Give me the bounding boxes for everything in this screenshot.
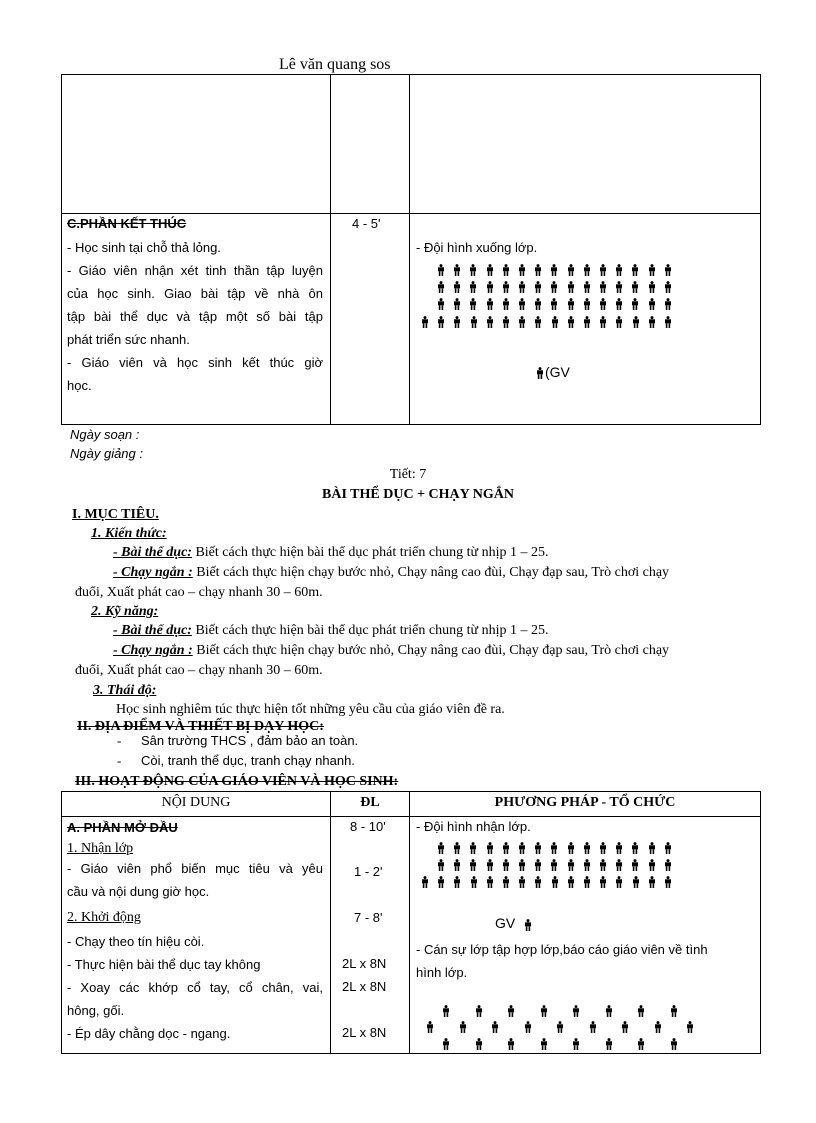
student-figure-icon bbox=[524, 1021, 532, 1033]
dl-value: 2L x 8N bbox=[342, 956, 387, 971]
student-figure-icon bbox=[605, 1038, 613, 1050]
student-figure-icon bbox=[599, 281, 607, 293]
student-figure-icon bbox=[637, 1038, 645, 1050]
method-line: hình lớp. bbox=[416, 965, 468, 980]
student-figure-icon bbox=[615, 859, 623, 871]
student-figure-icon bbox=[518, 281, 526, 293]
sub2-title: 2. Khởi động bbox=[67, 910, 141, 925]
student-figure-icon bbox=[583, 842, 591, 854]
student-figure-icon bbox=[550, 281, 558, 293]
student-figure-icon bbox=[437, 264, 445, 276]
item-text: Biết cách thực hiện bài thể dục phát triển chung từ nhịp 1 – 25. bbox=[191, 545, 549, 560]
student-figure-icon bbox=[518, 859, 526, 871]
student-figure-icon bbox=[615, 316, 623, 328]
student-figure-icon bbox=[551, 316, 559, 328]
student-figure-icon bbox=[453, 842, 461, 854]
knowledge-item-2 bbox=[113, 565, 669, 581]
student-figure-icon bbox=[631, 264, 639, 276]
objectives-heading: I. MỤC TIÊU. bbox=[72, 507, 159, 522]
content-line: cầu và nội dung giờ học. bbox=[67, 884, 210, 899]
student-figure-icon bbox=[453, 859, 461, 871]
student-figure-icon bbox=[621, 1021, 629, 1033]
section-c-content bbox=[67, 236, 323, 397]
student-figure-icon bbox=[442, 1005, 450, 1017]
sub1-time: 1 - 2' bbox=[354, 864, 383, 879]
gv-label: (GV bbox=[545, 364, 570, 380]
student-figure-icon bbox=[469, 264, 477, 276]
student-figure-icon bbox=[567, 859, 575, 871]
student-figure-icon bbox=[567, 264, 575, 276]
bullet: - bbox=[117, 753, 122, 768]
student-figure-icon bbox=[664, 316, 672, 328]
student-figure-icon bbox=[631, 842, 639, 854]
lesson-number: Tiết: 7 bbox=[389, 467, 427, 482]
student-figure-icon bbox=[664, 298, 672, 310]
teacher-figure-icon bbox=[524, 919, 532, 931]
student-figure-icon bbox=[632, 876, 640, 888]
student-figure-icon bbox=[518, 264, 526, 276]
formation-dismiss-label: - Đội hình xuống lớp. bbox=[416, 240, 538, 255]
student-figure-icon bbox=[567, 876, 575, 888]
student-figure-icon bbox=[437, 281, 445, 293]
student-figure-icon bbox=[648, 316, 656, 328]
student-figure-icon bbox=[507, 1005, 515, 1017]
student-figure-icon bbox=[534, 316, 542, 328]
student-figure-icon bbox=[453, 281, 461, 293]
student-figure-icon bbox=[475, 1038, 483, 1050]
col-header-dl: ĐL bbox=[360, 795, 380, 810]
student-figure-icon bbox=[507, 1038, 515, 1050]
student-figure-icon bbox=[583, 876, 591, 888]
student-figure-icon bbox=[540, 1038, 548, 1050]
student-figure-icon bbox=[589, 1021, 597, 1033]
location-heading: II. ĐỊA ĐIỂM VÀ THIẾT BỊ DẠY HỌC: bbox=[77, 719, 324, 734]
student-figure-icon bbox=[631, 281, 639, 293]
student-figure-icon bbox=[583, 264, 591, 276]
section-a-time: 8 - 10' bbox=[350, 819, 386, 834]
student-figure-icon bbox=[518, 316, 526, 328]
activities-heading: III. HOẠT ĐỘNG CỦA GIÁO VIÊN VÀ HỌC SINH: bbox=[75, 774, 399, 789]
content-line: học. bbox=[67, 378, 92, 393]
student-figure-icon bbox=[556, 1021, 564, 1033]
student-figure-icon bbox=[502, 859, 510, 871]
student-figure-icon bbox=[486, 876, 494, 888]
dl-value: 2L x 8N bbox=[342, 979, 387, 994]
content-line: tập bài thể dục và tập một số bài tập bbox=[67, 309, 323, 324]
student-figure-icon bbox=[648, 298, 656, 310]
student-figure-icon bbox=[648, 859, 656, 871]
student-figure-icon bbox=[540, 1005, 548, 1017]
student-figure-icon bbox=[654, 1021, 662, 1033]
student-figure-icon bbox=[534, 298, 542, 310]
student-figure-icon bbox=[670, 1038, 678, 1050]
student-figure-icon bbox=[518, 298, 526, 310]
item-text: Biết cách thực hiện bài thể dục phát triển chung từ nhịp 1 – 25. bbox=[191, 623, 549, 638]
teacher-figure-icon bbox=[536, 367, 544, 379]
content-line: - Chạy theo tín hiệu còi. bbox=[67, 934, 205, 949]
student-figure-icon bbox=[426, 1021, 434, 1033]
student-figure-icon bbox=[469, 842, 477, 854]
student-figure-icon bbox=[599, 842, 607, 854]
method-report bbox=[416, 938, 756, 984]
date-taught: Ngày giảng : bbox=[70, 446, 143, 461]
student-figure-icon bbox=[567, 298, 575, 310]
student-figure-icon bbox=[453, 876, 461, 888]
attitude-heading: 3. Thái độ: bbox=[93, 683, 157, 698]
student-figure-icon bbox=[437, 842, 445, 854]
student-figure-icon bbox=[486, 298, 494, 310]
student-figure-icon bbox=[599, 876, 607, 888]
lesson-title: BÀI THỂ DỤC + CHẠY NGẮN bbox=[322, 487, 514, 502]
attitude-text: Học sinh nghiêm túc thực hiện tốt những yêu cầu của giáo viên đề ra. bbox=[116, 702, 505, 717]
student-figure-icon bbox=[583, 859, 591, 871]
student-figure-icon bbox=[664, 281, 672, 293]
knowledge-heading: 1. Kiến thức: bbox=[91, 526, 167, 541]
student-figure-icon bbox=[437, 876, 445, 888]
student-figure-icon bbox=[572, 1005, 580, 1017]
student-figure-icon bbox=[486, 281, 494, 293]
student-figure-icon bbox=[486, 316, 494, 328]
item-text: Biết cách thực hiện chạy bước nhỏ, Chạy nâng cao đùi, Chạy đạp sau, Trò chơi chạy bbox=[192, 565, 670, 580]
section-c-title: C.PHẦN KẾT THÚC bbox=[67, 216, 187, 231]
student-figure-icon bbox=[631, 298, 639, 310]
student-figure-icon bbox=[453, 316, 461, 328]
content-line: - Thực hiện bài thể dục tay không bbox=[67, 957, 261, 972]
student-figure-icon bbox=[491, 1021, 499, 1033]
section-a-title: A. PHẦN MỞ ĐẦU bbox=[67, 820, 178, 835]
dl-value: 2L x 8N bbox=[342, 1025, 387, 1040]
content-line: hông, gối. bbox=[67, 1003, 125, 1018]
student-figure-icon bbox=[599, 316, 607, 328]
student-figure-icon bbox=[648, 281, 656, 293]
student-figure-icon bbox=[469, 281, 477, 293]
student-figure-icon bbox=[502, 876, 510, 888]
content-line: - Giáo viên nhận xét tinh thần tập luyện bbox=[67, 263, 323, 278]
content-line: phát triển sức nhanh. bbox=[67, 332, 190, 347]
student-figure-icon bbox=[486, 859, 494, 871]
student-figure-icon bbox=[599, 859, 607, 871]
bullet: - bbox=[117, 733, 122, 748]
knowledge-item-1 bbox=[113, 545, 548, 561]
student-figure-icon bbox=[664, 842, 672, 854]
method-line: - Cán sự lớp tập hợp lớp,báo cáo giáo viên về tình bbox=[416, 942, 708, 957]
student-figure-icon bbox=[583, 281, 591, 293]
knowledge-item-2-cont: đuổi, Xuất phát cao – chạy nhanh 30 – 60m. bbox=[75, 585, 323, 600]
col-header-method: PHƯƠNG PHÁP - TỔ CHỨC bbox=[494, 795, 676, 810]
student-figure-icon bbox=[437, 859, 445, 871]
student-figure-icon bbox=[421, 876, 429, 888]
item-text: Biết cách thực hiện chạy bước nhỏ, Chạy nâng cao đùi, Chạy đạp sau, Trò chơi chạy bbox=[192, 643, 670, 658]
student-figure-icon bbox=[437, 316, 445, 328]
student-figure-icon bbox=[486, 842, 494, 854]
student-figure-icon bbox=[664, 264, 672, 276]
student-figure-icon bbox=[567, 842, 575, 854]
student-figure-icon bbox=[453, 264, 461, 276]
sub2-time: 7 - 8' bbox=[354, 910, 383, 925]
student-figure-icon bbox=[475, 1005, 483, 1017]
student-figure-icon bbox=[605, 1005, 613, 1017]
student-figure-icon bbox=[615, 842, 623, 854]
content-line: - Xoay các khớp cổ tay, cổ chân, vai, bbox=[67, 980, 323, 995]
student-figure-icon bbox=[583, 298, 591, 310]
student-figure-icon bbox=[664, 859, 672, 871]
student-figure-icon bbox=[670, 1005, 678, 1017]
student-figure-icon bbox=[572, 1038, 580, 1050]
date-prepared: Ngày soạn : bbox=[70, 427, 140, 442]
student-figure-icon bbox=[502, 298, 510, 310]
student-figure-icon bbox=[502, 316, 510, 328]
formation-assembly-label: - Đội hình nhận lớp. bbox=[416, 819, 531, 834]
skills-item-2 bbox=[113, 643, 669, 659]
sub1-title: 1. Nhận lớp bbox=[67, 841, 134, 856]
student-figure-icon bbox=[550, 859, 558, 871]
student-figure-icon bbox=[599, 264, 607, 276]
student-figure-icon bbox=[615, 281, 623, 293]
student-figure-icon bbox=[648, 842, 656, 854]
student-figure-icon bbox=[648, 876, 656, 888]
student-figure-icon bbox=[502, 264, 510, 276]
item-label: - Chạy ngắn : bbox=[113, 643, 193, 658]
student-figure-icon bbox=[469, 298, 477, 310]
student-figure-icon bbox=[421, 316, 429, 328]
student-figure-icon bbox=[550, 264, 558, 276]
student-figure-icon bbox=[453, 298, 461, 310]
author-name: Lê văn quang sos bbox=[279, 56, 391, 73]
content-line: - Học sinh tại chỗ thả lỏng. bbox=[67, 240, 221, 255]
student-figure-icon bbox=[567, 281, 575, 293]
student-figure-icon bbox=[637, 1005, 645, 1017]
student-figure-icon bbox=[686, 1021, 694, 1033]
gv-label: GV bbox=[495, 915, 516, 931]
student-figure-icon bbox=[615, 876, 623, 888]
student-figure-icon bbox=[534, 876, 542, 888]
student-figure-icon bbox=[534, 842, 542, 854]
student-figure-icon bbox=[599, 298, 607, 310]
student-figure-icon bbox=[534, 264, 542, 276]
location-item-2: Còi, tranh thể dục, tranh chạy nhanh. bbox=[141, 753, 355, 768]
student-figure-icon bbox=[470, 316, 478, 328]
student-figure-icon bbox=[648, 264, 656, 276]
student-figure-icon bbox=[550, 298, 558, 310]
content-line: - Giáo viên và học sinh kết thúc giờ bbox=[67, 355, 323, 370]
location-item-1: Sân trường THCS , đảm bảo an toàn. bbox=[141, 733, 359, 748]
student-figure-icon bbox=[469, 859, 477, 871]
student-figure-icon bbox=[486, 264, 494, 276]
sub2-content bbox=[67, 930, 323, 1045]
content-line: - Giáo viên phổ biến mục tiêu và yêu bbox=[67, 861, 323, 876]
item-label: - Bài thể dục: bbox=[113, 545, 192, 560]
student-figure-icon bbox=[534, 281, 542, 293]
student-figure-icon bbox=[664, 876, 672, 888]
student-figure-icon bbox=[502, 281, 510, 293]
student-figure-icon bbox=[502, 842, 510, 854]
student-figure-icon bbox=[470, 876, 478, 888]
student-figure-icon bbox=[583, 316, 591, 328]
student-figure-icon bbox=[632, 316, 640, 328]
student-figure-icon bbox=[615, 264, 623, 276]
skills-item-2-cont: đuổi, Xuất phát cao – chạy nhanh 30 – 60m. bbox=[75, 663, 323, 678]
student-figure-icon bbox=[551, 876, 559, 888]
skills-item-1 bbox=[113, 623, 548, 639]
section-c-time: 4 - 5' bbox=[352, 216, 381, 231]
student-figure-icon bbox=[631, 859, 639, 871]
student-figure-icon bbox=[615, 298, 623, 310]
content-line: - Ép dây chằng dọc - ngang. bbox=[67, 1026, 231, 1041]
skills-heading: 2. Kỹ năng: bbox=[91, 604, 159, 619]
student-figure-icon bbox=[518, 876, 526, 888]
item-label: - Bài thể dục: bbox=[113, 623, 192, 638]
col-header-content: NỘI DUNG bbox=[161, 795, 231, 810]
student-figure-icon bbox=[442, 1038, 450, 1050]
item-label: - Chạy ngắn : bbox=[113, 565, 193, 580]
content-line: của học sinh. Giao bài tập về nhà ôn bbox=[67, 286, 323, 301]
student-figure-icon bbox=[567, 316, 575, 328]
student-figure-icon bbox=[550, 842, 558, 854]
sub1-content bbox=[67, 857, 323, 903]
student-figure-icon bbox=[437, 298, 445, 310]
student-figure-icon bbox=[459, 1021, 467, 1033]
student-figure-icon bbox=[534, 859, 542, 871]
student-figure-icon bbox=[518, 842, 526, 854]
